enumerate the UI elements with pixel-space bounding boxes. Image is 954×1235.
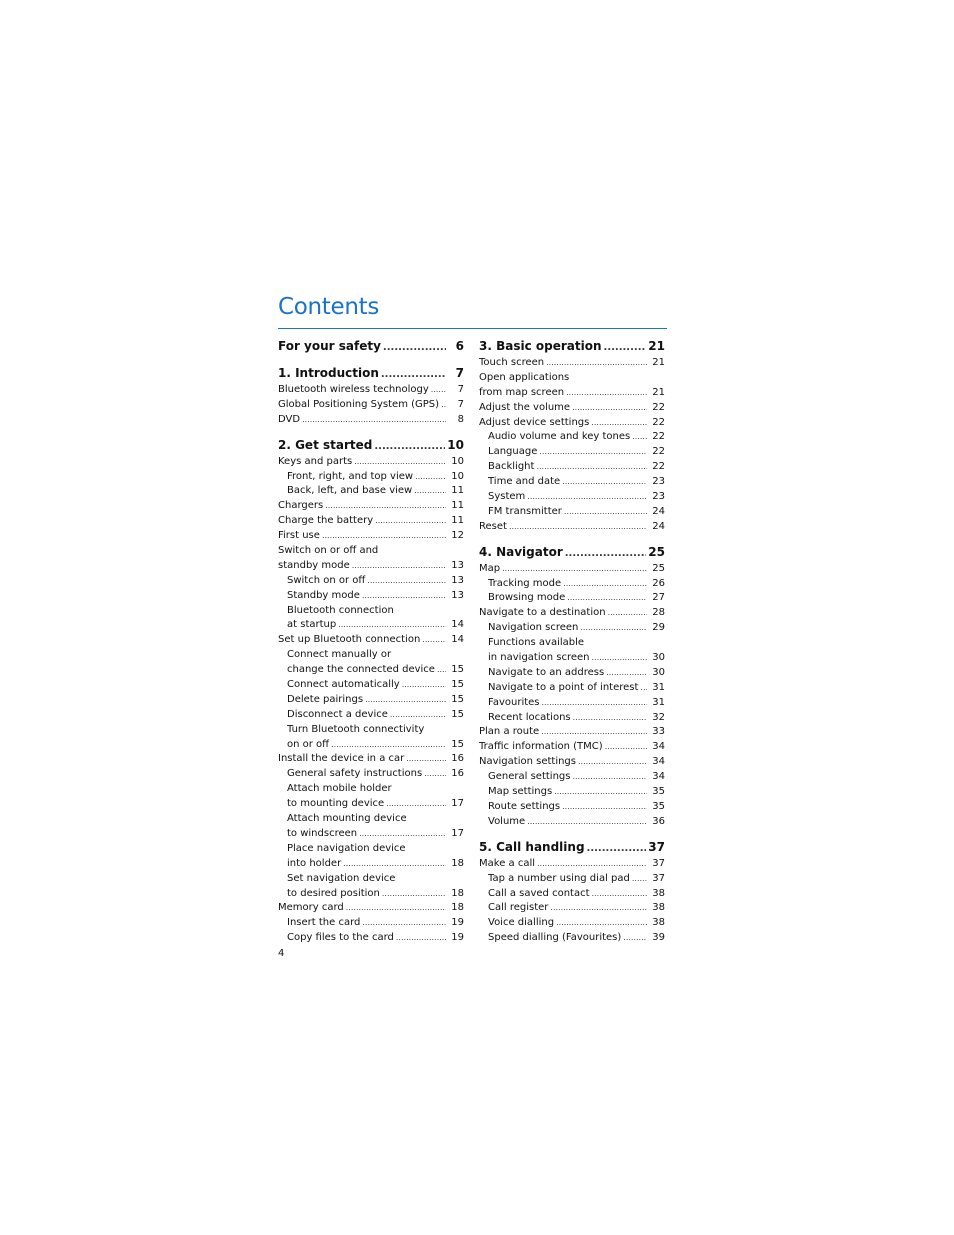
toc-entry[interactable] bbox=[278, 827, 464, 842]
toc-leader-dots bbox=[536, 460, 647, 475]
toc-entry-page: 29 bbox=[652, 622, 665, 634]
toc-entry-title: change the connected device bbox=[287, 664, 435, 676]
toc-entry[interactable] bbox=[479, 591, 665, 606]
toc-entry-page: 17 bbox=[451, 798, 464, 810]
toc-entry[interactable] bbox=[479, 606, 665, 621]
toc-entry[interactable] bbox=[278, 738, 464, 753]
toc-entry[interactable] bbox=[479, 356, 665, 371]
toc-entry[interactable] bbox=[479, 681, 665, 696]
toc-entry-page: 38 bbox=[652, 917, 665, 929]
toc-leader-dots bbox=[383, 338, 446, 358]
toc-entry[interactable] bbox=[479, 621, 665, 636]
toc-entry-title: Reset bbox=[479, 520, 507, 532]
toc-entry-title: Back, left, and base view bbox=[287, 485, 413, 497]
toc-entry[interactable] bbox=[479, 800, 665, 815]
toc-entry[interactable] bbox=[479, 416, 665, 431]
toc-leader-dots bbox=[527, 815, 647, 830]
toc-leader-dots bbox=[623, 931, 647, 946]
toc-leader-dots bbox=[367, 574, 446, 589]
toc-leader-dots bbox=[606, 666, 647, 681]
toc-entry-title: Traffic information (TMC) bbox=[479, 741, 603, 753]
toc-entry[interactable] bbox=[278, 484, 464, 499]
toc-entry-page: 23 bbox=[652, 491, 665, 503]
toc-entry-page: 34 bbox=[652, 756, 665, 768]
toc-entry[interactable] bbox=[278, 872, 464, 887]
toc-entry[interactable] bbox=[278, 618, 464, 633]
toc-leader-dots bbox=[572, 401, 647, 416]
toc-entry[interactable] bbox=[278, 589, 464, 604]
toc-entry-title: System bbox=[488, 491, 526, 503]
toc-entry-page: 10 bbox=[451, 470, 464, 482]
toc-entry-page: 15 bbox=[451, 708, 464, 720]
toc-entry-page: 30 bbox=[652, 666, 665, 678]
toc-entry[interactable] bbox=[479, 562, 665, 577]
toc-entry[interactable] bbox=[479, 520, 665, 535]
toc-leader-dots bbox=[390, 708, 446, 723]
toc-entry[interactable] bbox=[479, 931, 665, 946]
toc-entry[interactable] bbox=[278, 708, 464, 723]
toc-entry-title: Turn Bluetooth connectivity bbox=[287, 723, 425, 735]
toc-entry-page: 34 bbox=[652, 741, 665, 753]
toc-entry-page: 32 bbox=[652, 711, 665, 723]
toc-entry[interactable] bbox=[479, 475, 665, 490]
toc-entry-title: General safety instructions bbox=[287, 768, 423, 780]
toc-entry-page: 19 bbox=[451, 932, 464, 944]
toc-entry-title: DVD bbox=[278, 413, 301, 425]
toc-entry-page: 12 bbox=[451, 530, 464, 542]
toc-entry-title: First use bbox=[278, 530, 320, 542]
toc-entry-title: standby mode bbox=[278, 559, 350, 571]
toc-entry-title: Call a saved contact bbox=[488, 887, 590, 899]
toc-entry-page: 8 bbox=[457, 413, 464, 425]
toc-leader-dots bbox=[556, 916, 647, 931]
toc-entry[interactable] bbox=[278, 633, 464, 648]
toc-entry-title: Backlight bbox=[488, 461, 535, 473]
toc-entry[interactable] bbox=[278, 797, 464, 812]
toc-entry[interactable] bbox=[479, 577, 665, 592]
toc-entry-page: 37 bbox=[648, 839, 665, 854]
toc-leader-dots bbox=[537, 857, 647, 872]
toc-entry[interactable] bbox=[479, 725, 665, 740]
toc-leader-dots bbox=[374, 437, 445, 457]
toc-entry[interactable] bbox=[278, 901, 464, 916]
toc-leader-dots bbox=[640, 681, 647, 696]
toc-leader-dots bbox=[402, 678, 446, 693]
toc-entry-page: 16 bbox=[451, 753, 464, 765]
title-rule bbox=[278, 328, 667, 329]
toc-entry-title: Navigate to a destination bbox=[479, 607, 606, 619]
toc-entry-page: 22 bbox=[652, 461, 665, 473]
toc-entry-page: 21 bbox=[648, 339, 665, 353]
toc-leader-dots bbox=[554, 785, 647, 800]
toc-entry-title: Make a call bbox=[479, 857, 536, 869]
toc-entry-page: 22 bbox=[652, 416, 665, 428]
toc-leader-dots bbox=[359, 827, 446, 842]
toc-leader-dots bbox=[605, 740, 647, 755]
toc-leader-dots bbox=[566, 386, 647, 401]
toc-entry[interactable] bbox=[278, 413, 464, 428]
toc-entry-page: 16 bbox=[451, 768, 464, 780]
toc-entry-page: 14 bbox=[451, 634, 464, 646]
toc-entry[interactable] bbox=[278, 678, 464, 693]
toc-entry-title: Navigation screen bbox=[488, 622, 579, 634]
toc-entry-title: Set up Bluetooth connection bbox=[278, 634, 421, 646]
toc-entry-page: 18 bbox=[451, 887, 464, 899]
toc-leader-dots bbox=[509, 520, 647, 535]
toc-entry-title: Map bbox=[479, 562, 501, 574]
toc-leader-dots bbox=[591, 416, 647, 431]
toc-entry-title: 1. Introduction bbox=[278, 366, 379, 380]
toc-entry[interactable] bbox=[278, 857, 464, 872]
toc-leader-dots bbox=[331, 738, 446, 753]
toc-entry[interactable] bbox=[278, 455, 464, 470]
toc-entry-title: Functions available bbox=[488, 637, 585, 649]
toc-entry-title: FM transmitter bbox=[488, 505, 562, 517]
toc-leader-dots bbox=[527, 490, 647, 505]
toc-entry-title: Plan a route bbox=[479, 726, 540, 738]
toc-leader-dots bbox=[539, 445, 647, 460]
toc-entry-title: Install the device in a car bbox=[278, 753, 405, 765]
toc-entry-page: 18 bbox=[451, 902, 464, 914]
toc-entry-title: Bluetooth wireless technology bbox=[278, 384, 429, 395]
toc-entry-title: Keys and parts bbox=[278, 455, 353, 467]
toc-entry-title: Time and date bbox=[488, 476, 561, 488]
toc-chapter-entry[interactable] bbox=[278, 435, 464, 455]
toc-entry-page: 35 bbox=[652, 786, 665, 798]
toc-entry-page: 13 bbox=[451, 574, 464, 586]
toc-leader-dots bbox=[562, 475, 647, 490]
toc-entry[interactable] bbox=[278, 931, 464, 946]
toc-entry[interactable] bbox=[479, 666, 665, 681]
toc-entry-title: Insert the card bbox=[287, 917, 361, 929]
toc-entry[interactable] bbox=[278, 752, 464, 767]
toc-entry[interactable] bbox=[479, 460, 665, 475]
toc-entry-title: Speed dialling (Favourites) bbox=[488, 932, 622, 944]
toc-leader-dots bbox=[346, 901, 446, 916]
toc-entry-title: General settings bbox=[488, 771, 571, 783]
toc-entry[interactable] bbox=[479, 371, 665, 386]
toc-entry-title: Set navigation device bbox=[287, 872, 396, 884]
toc-entry-title: Adjust device settings bbox=[479, 416, 590, 428]
toc-entry-title: Attach mobile holder bbox=[287, 783, 392, 795]
toc-entry-title: Memory card bbox=[278, 902, 344, 914]
toc-entry[interactable] bbox=[278, 842, 464, 857]
toc-leader-dots bbox=[632, 872, 647, 887]
toc-entry[interactable] bbox=[479, 490, 665, 505]
toc-entry-title: 3. Basic operation bbox=[479, 339, 602, 353]
toc-leader-dots bbox=[580, 621, 647, 636]
toc-left-column bbox=[278, 336, 464, 946]
toc-entry-title: Open applications bbox=[479, 371, 570, 383]
toc-leader-dots bbox=[592, 887, 647, 902]
toc-entry-title: Place navigation device bbox=[287, 842, 406, 854]
toc-entry-page: 31 bbox=[652, 696, 665, 708]
toc-entry[interactable] bbox=[278, 574, 464, 589]
toc-entry[interactable] bbox=[479, 505, 665, 520]
toc-right-column bbox=[479, 336, 665, 946]
toc-entry-page: 13 bbox=[451, 559, 464, 571]
toc-entry[interactable] bbox=[479, 711, 665, 726]
toc-entry-page: 15 bbox=[451, 679, 464, 691]
toc-entry-title: on or off bbox=[287, 738, 330, 750]
toc-leader-dots bbox=[362, 589, 446, 604]
toc-entry[interactable] bbox=[479, 636, 665, 651]
toc-leader-dots bbox=[375, 514, 446, 529]
toc-leader-dots bbox=[414, 484, 446, 499]
toc-entry-title: Map settings bbox=[488, 786, 553, 798]
toc-leader-dots bbox=[396, 931, 446, 946]
toc-leader-dots bbox=[542, 696, 647, 711]
toc-entry-page: 11 bbox=[451, 485, 464, 497]
toc-entry-title: 2. Get started bbox=[278, 437, 373, 452]
toc-leader-dots bbox=[302, 413, 446, 428]
toc-entry-page: 7 bbox=[457, 384, 464, 395]
toc-entry[interactable] bbox=[479, 872, 665, 887]
toc-entry-title: Copy files to the card bbox=[287, 932, 394, 944]
toc-leader-dots bbox=[502, 562, 647, 577]
toc-entry-page: 18 bbox=[451, 857, 464, 869]
toc-entry-title: Charge the battery bbox=[278, 515, 374, 527]
toc-chapter-entry[interactable] bbox=[479, 336, 665, 356]
toc-entry-page: 34 bbox=[652, 771, 665, 783]
toc-entry-title: Language bbox=[488, 446, 538, 458]
toc-leader-dots bbox=[564, 505, 647, 520]
toc-entry[interactable] bbox=[479, 815, 665, 830]
toc-entry-title: Global Positioning System (GPS) bbox=[278, 398, 440, 410]
toc-leader-dots bbox=[325, 499, 446, 514]
toc-leader-dots bbox=[572, 770, 647, 785]
toc-entry-title: Voice dialling bbox=[488, 917, 555, 929]
toc-entry-page: 25 bbox=[648, 544, 665, 559]
toc-leader-dots bbox=[354, 455, 446, 470]
toc-entry-page: 10 bbox=[451, 455, 464, 467]
toc-entry-title: 5. Call handling bbox=[479, 839, 585, 854]
toc-entry-page: 36 bbox=[652, 815, 665, 827]
toc-leader-dots bbox=[415, 470, 446, 485]
toc-entry-page: 37 bbox=[652, 857, 665, 869]
toc-entry-page: 7 bbox=[455, 366, 464, 380]
toc-entry-title: Delete pairings bbox=[287, 693, 364, 705]
toc-leader-dots bbox=[424, 767, 446, 782]
toc-entry-title: Tracking mode bbox=[488, 577, 562, 589]
toc-entry[interactable] bbox=[278, 470, 464, 485]
toc-entry-page: 10 bbox=[447, 437, 464, 452]
toc-entry-title: Call register bbox=[488, 902, 549, 914]
toc-entry-title: Front, right, and top view bbox=[287, 470, 414, 482]
toc-entry[interactable] bbox=[278, 544, 464, 559]
toc-entry[interactable] bbox=[479, 901, 665, 916]
toc-entry-title: Browsing mode bbox=[488, 592, 566, 604]
toc-leader-dots bbox=[362, 916, 446, 931]
toc-entry[interactable] bbox=[479, 696, 665, 711]
toc-entry-page: 11 bbox=[451, 515, 464, 527]
toc-leader-dots bbox=[563, 577, 647, 592]
toc-entry[interactable] bbox=[479, 755, 665, 770]
toc-entry-title: Tap a number using dial pad bbox=[488, 872, 630, 884]
toc-leader-dots bbox=[431, 383, 446, 398]
toc-entry[interactable] bbox=[479, 785, 665, 800]
toc-entry-title: Connect automatically bbox=[287, 679, 400, 691]
toc-entry[interactable] bbox=[479, 857, 665, 872]
toc-chapter-entry[interactable] bbox=[278, 336, 464, 356]
toc-leader-dots bbox=[437, 663, 446, 678]
toc-entry-title: Recent locations bbox=[488, 711, 571, 723]
toc-entry-title: Standby mode bbox=[287, 589, 360, 601]
toc-entry[interactable] bbox=[278, 767, 464, 782]
toc-entry-title: Audio volume and key tones bbox=[488, 431, 631, 443]
toc-leader-dots bbox=[541, 725, 647, 740]
page-title: Contents bbox=[278, 294, 380, 320]
toc-entry-page: 15 bbox=[451, 693, 464, 705]
toc-leader-dots bbox=[382, 887, 446, 902]
toc-entry-page: 35 bbox=[652, 800, 665, 812]
toc-entry[interactable] bbox=[479, 445, 665, 460]
toc-entry[interactable] bbox=[278, 916, 464, 931]
toc-entry[interactable] bbox=[278, 529, 464, 544]
toc-chapter-entry[interactable] bbox=[278, 363, 464, 383]
toc-entry[interactable] bbox=[278, 383, 464, 398]
toc-leader-dots bbox=[587, 839, 647, 859]
toc-entry-page: 24 bbox=[652, 520, 665, 532]
toc-entry-title: Volume bbox=[488, 815, 526, 827]
toc-entry-title: from map screen bbox=[479, 386, 565, 398]
toc-entry-title: Chargers bbox=[278, 500, 324, 512]
toc-entry-page: 21 bbox=[652, 386, 665, 398]
toc-entry[interactable] bbox=[278, 887, 464, 902]
toc-leader-dots bbox=[365, 693, 446, 708]
toc-entry-page: 30 bbox=[652, 652, 665, 664]
toc-entry-page: 26 bbox=[652, 577, 665, 589]
toc-entry-title: For your safety bbox=[278, 339, 381, 353]
page-number: 4 bbox=[278, 948, 285, 959]
toc-entry-page: 39 bbox=[652, 932, 665, 944]
toc-leader-dots bbox=[565, 544, 647, 564]
toc-entry[interactable] bbox=[278, 782, 464, 797]
toc-entry-page: 38 bbox=[652, 902, 665, 914]
toc-entry-title: Connect manually or bbox=[287, 649, 392, 661]
toc-entry[interactable] bbox=[278, 559, 464, 574]
toc-leader-dots bbox=[608, 606, 647, 621]
toc-leader-dots bbox=[578, 755, 647, 770]
toc-entry-page: 15 bbox=[451, 664, 464, 676]
toc-entry-title: Navigation settings bbox=[479, 756, 576, 768]
toc-entry[interactable] bbox=[479, 887, 665, 902]
toc-leader-dots bbox=[632, 430, 647, 445]
toc-entry-page: 17 bbox=[451, 827, 464, 839]
toc-leader-dots bbox=[592, 651, 647, 666]
toc-chapter-entry[interactable] bbox=[479, 542, 665, 562]
toc-entry-page: 15 bbox=[451, 738, 464, 750]
toc-entry[interactable] bbox=[479, 916, 665, 931]
toc-leader-dots bbox=[322, 529, 446, 544]
toc-entry[interactable] bbox=[479, 401, 665, 416]
toc-entry-title: Favourites bbox=[488, 696, 540, 708]
toc-entry-title: in navigation screen bbox=[488, 652, 590, 664]
toc-entry-title: Navigate to a point of interest bbox=[488, 681, 639, 693]
toc-entry[interactable] bbox=[278, 398, 464, 413]
toc-entry[interactable] bbox=[278, 648, 464, 663]
toc-leader-dots bbox=[338, 618, 446, 633]
toc-entry-page: 38 bbox=[652, 887, 665, 899]
toc-entry[interactable] bbox=[278, 812, 464, 827]
toc-entry-title: 4. Navigator bbox=[479, 544, 563, 559]
toc-entry[interactable] bbox=[479, 740, 665, 755]
toc-entry[interactable] bbox=[278, 604, 464, 619]
toc-entry-page: 24 bbox=[652, 505, 665, 517]
toc-leader-dots bbox=[562, 800, 647, 815]
toc-entry[interactable] bbox=[479, 651, 665, 666]
toc-leader-dots bbox=[546, 356, 647, 371]
toc-leader-dots bbox=[386, 797, 446, 812]
toc-entry-title: Route settings bbox=[488, 800, 561, 812]
toc-entry-page: 22 bbox=[652, 401, 665, 413]
toc-entry[interactable] bbox=[479, 430, 665, 445]
toc-entry[interactable] bbox=[278, 663, 464, 678]
toc-entry-page: 6 bbox=[455, 339, 464, 353]
toc-leader-dots bbox=[352, 559, 446, 574]
toc-entry-page: 27 bbox=[652, 592, 665, 604]
toc-entry-title: at startup bbox=[287, 619, 337, 631]
toc-leader-dots bbox=[381, 365, 446, 385]
toc-entry-title: Navigate to an address bbox=[488, 666, 605, 678]
toc-entry-page: 33 bbox=[652, 726, 665, 738]
toc-entry[interactable] bbox=[278, 514, 464, 529]
toc-entry-page: 22 bbox=[652, 431, 665, 443]
toc-entry-page: 11 bbox=[451, 500, 464, 512]
toc-entry-page: 21 bbox=[652, 357, 665, 368]
toc-entry[interactable] bbox=[278, 693, 464, 708]
toc-leader-dots bbox=[441, 398, 446, 413]
toc-entry-title: Bluetooth connection bbox=[287, 604, 394, 616]
toc-leader-dots bbox=[604, 338, 647, 358]
toc-entry-page: 31 bbox=[652, 681, 665, 693]
toc-leader-dots bbox=[573, 711, 647, 726]
toc-entry-title: Touch screen bbox=[479, 357, 545, 368]
toc-entry-page: 22 bbox=[652, 446, 665, 458]
toc-entry-title: Switch on or off and bbox=[278, 545, 379, 557]
toc-entry-title: to mounting device bbox=[287, 798, 385, 810]
toc-entry[interactable] bbox=[278, 723, 464, 738]
toc-entry-page: 13 bbox=[451, 589, 464, 601]
toc-entry-title: Attach mounting device bbox=[287, 813, 407, 825]
toc-entry[interactable] bbox=[479, 770, 665, 785]
toc-entry-title: Adjust the volume bbox=[479, 401, 571, 413]
toc-entry[interactable] bbox=[278, 499, 464, 514]
toc-entry-page: 19 bbox=[451, 917, 464, 929]
toc-leader-dots bbox=[422, 633, 446, 648]
toc-leader-dots bbox=[567, 591, 647, 606]
toc-entry-title: Disconnect a device bbox=[287, 708, 388, 720]
toc-leader-dots bbox=[343, 857, 446, 872]
toc-entry-page: 23 bbox=[652, 476, 665, 488]
toc-chapter-entry[interactable] bbox=[479, 837, 665, 857]
toc-entry-title: Switch on or off bbox=[287, 574, 366, 586]
toc-entry-title: to desired position bbox=[287, 887, 380, 899]
toc-entry-page: 14 bbox=[451, 619, 464, 631]
toc-entry-title: to windscreen bbox=[287, 827, 358, 839]
toc-entry-title: into holder bbox=[287, 857, 342, 869]
toc-entry-page: 37 bbox=[652, 872, 665, 884]
toc-entry-page: 25 bbox=[652, 562, 665, 574]
toc-entry-page: 7 bbox=[457, 398, 464, 410]
toc-leader-dots bbox=[406, 752, 446, 767]
toc-leader-dots bbox=[550, 901, 647, 916]
toc-entry-page: 28 bbox=[652, 607, 665, 619]
toc-entry[interactable] bbox=[479, 386, 665, 401]
